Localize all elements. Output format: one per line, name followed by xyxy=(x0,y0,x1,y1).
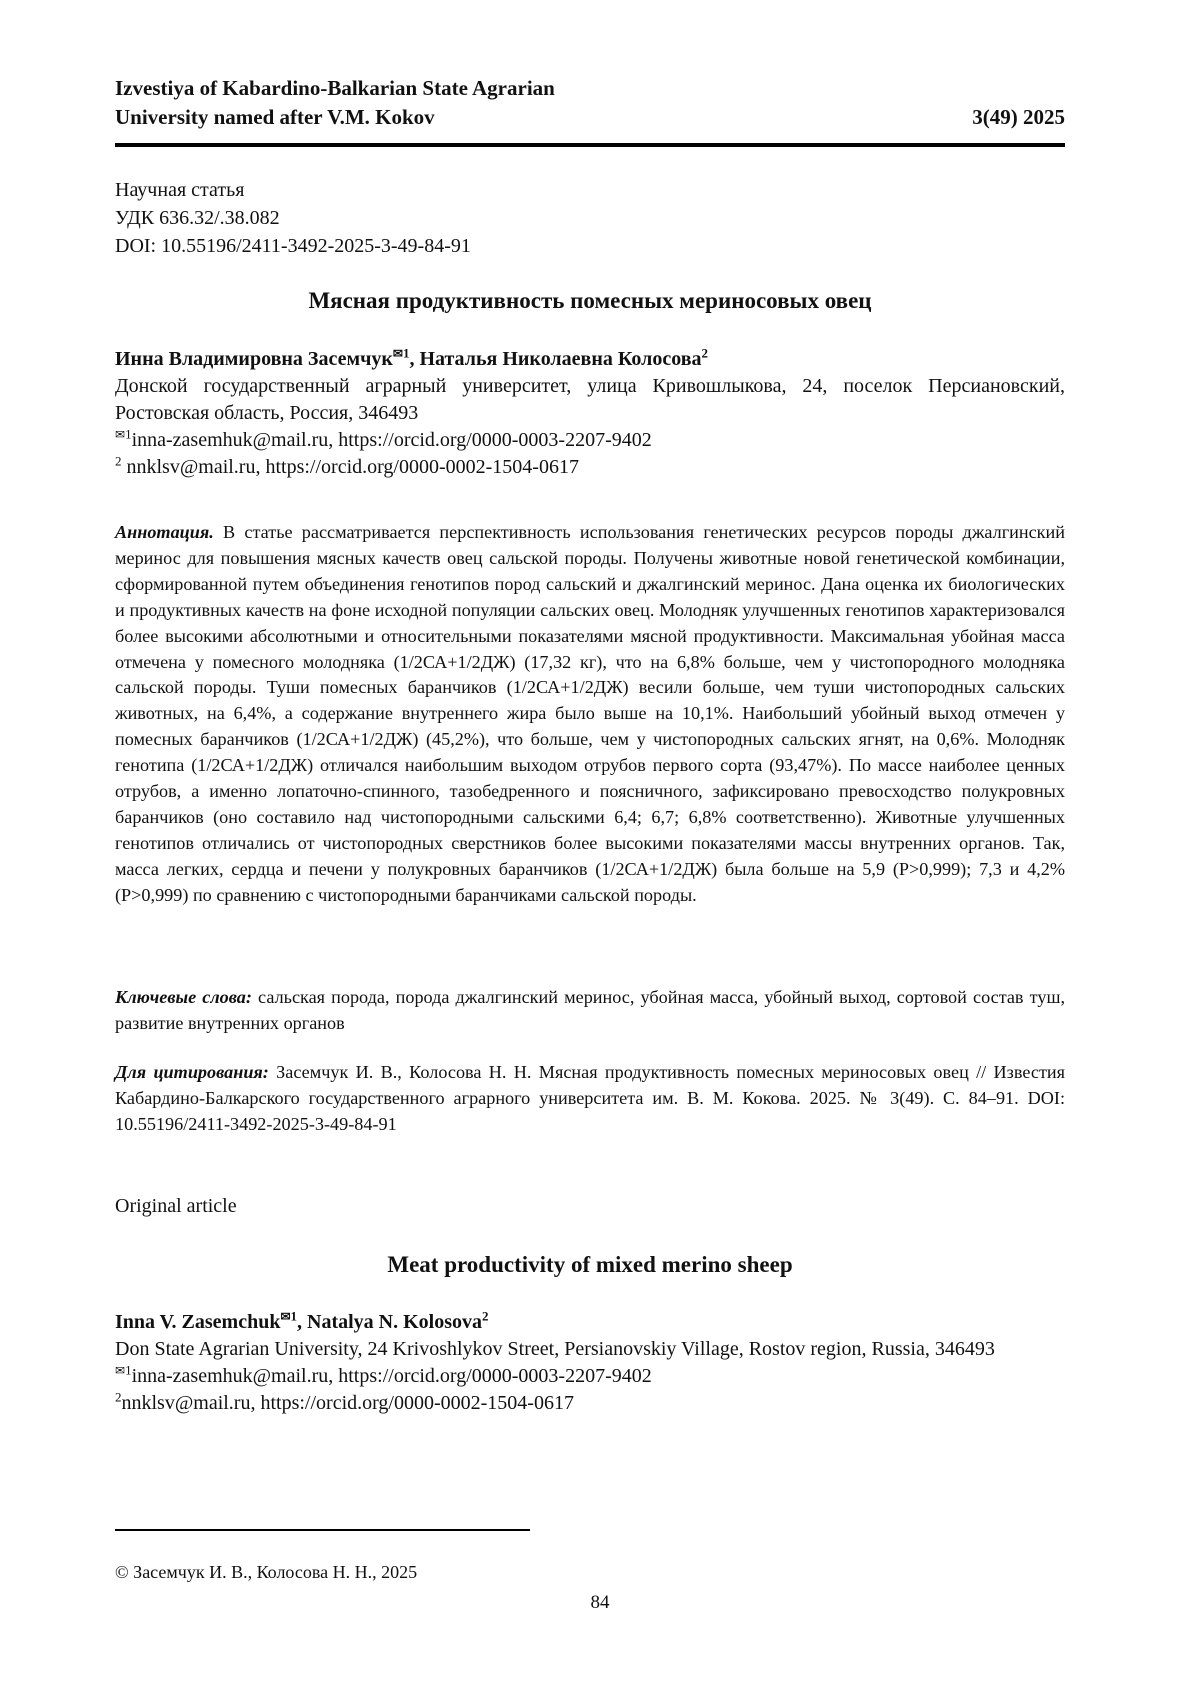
abstract-ru xyxy=(115,520,1065,909)
contact2-text-en: nnklsv@mail.ru, https://orcid.org/0000-0002-1504-0617 xyxy=(122,1392,574,1414)
article-meta xyxy=(115,176,471,260)
abstract-text: В статье рассматривается перспективность использования генетических ресурсов породы джалгинский меринос для повышения мясных качеств овец сальской породы. Получены животные новой генетической комбинации, сформированной путем объединения генотипов пород сальский и джалгинский меринос. Дана оценка их биологических и продуктивных качеств на фоне исходной популяции сальских овец. Молодняк улучшенных генотипов характеризовался более высокими абсолютными и относительными показателями мясной продуктивности. Максимальная убойная масса отмечена у помесного молодняка (1/2СА+1/2ДЖ) (17,32 кг), что на 6,8% больше, чем у чистопородного молодняка сальской породы. Туши помесных баранчиков (1/2СА+1/2ДЖ) весили больше, чем туши чистопородных сальских животных, на 6,4%, а содержание внутреннего жира было выше на 10,1%. Наибольший убойный выход отмечен у помесных баранчиков (1/2СА+1/2ДЖ) (45,2%), что больше, чем у чистопородных сальских ягнят, на 0,6%. Молодняк генотипа (1/2СА+1/2ДЖ) отличался наибольшим выходом отрубов первого сорта (93,47%). По массе наиболее ценных отрубов, а именно лопаточно-спинного, тазобедренного и поясничного, зафиксировано превосходство полукровных баранчиков (оно составило над чистопородными сальскими 6,4; 6,7; 6,8% соответственно). Животные улучшенных генотипов отличались от чистопородных сверстников более высокими показателями массы внутренних органов. Так, масса легких, сердца и печени у полукровных баранчиков (1/2СА+1/2ДЖ) была больше на 5,9 (P>0,999); 7,3 и 4,2% (P>0,999) по сравнению с чистопородными баранчиками сальской породы. xyxy=(115,522,1065,905)
citation-label: Для цитирования: xyxy=(115,1062,269,1082)
contact1-en xyxy=(115,1363,1065,1390)
citation-text: Засемчук И. В., Колосова Н. Н. Мясная продуктивность помесных мериносовых овец // Известия Кабардино-Балкарского государственного аграрного университета им. В. М. Кокова. 2025. № 3(49). С. 84–91. DOI: 10.55196/2411-3492-2025-3-49-84-91 xyxy=(115,1062,1065,1134)
keywords-ru xyxy=(115,985,1065,1037)
article-type: Научная статья xyxy=(115,176,471,204)
contact1-mark-en: 1 xyxy=(125,1362,132,1377)
contact1-text-ru: inna-zasemhuk@mail.ru, https://orcid.org/0000-0003-2207-9402 xyxy=(132,429,652,451)
envelope-icon: ✉ xyxy=(280,1309,290,1323)
author2-mark-ru: 2 xyxy=(702,345,709,360)
abstract-label: Аннотация. xyxy=(115,522,214,542)
issue-number: 3(49) 2025 xyxy=(972,103,1065,132)
keywords-label: Ключевые слова: xyxy=(115,987,252,1007)
contact2-mark-ru: 2 xyxy=(115,453,122,468)
envelope-icon: ✉ xyxy=(393,346,403,360)
contact2-ru xyxy=(115,454,1065,481)
article-title-ru: Мясная продуктивность помесных мериносовых овец xyxy=(115,288,1065,314)
envelope-icon: ✉ xyxy=(115,1363,125,1377)
contact1-ru xyxy=(115,427,1065,454)
authors-ru xyxy=(115,346,1065,481)
author1-ru: Инна Владимировна Засемчук xyxy=(115,348,393,370)
authors-en xyxy=(115,1309,1065,1417)
contact2-text-ru: nnklsv@mail.ru, https://orcid.org/0000-0002-1504-0617 xyxy=(122,456,579,478)
journal-name-line2: University named after V.M. Kokov xyxy=(115,103,435,132)
author1-en: Inna V. Zasemchuk xyxy=(115,1311,280,1333)
envelope-icon: ✉ xyxy=(115,427,125,441)
copyright-note: © Засемчук И. В., Колосова Н. Н., 2025 xyxy=(115,1562,417,1583)
author2-ru: , Наталья Николаевна Колосова xyxy=(409,348,701,370)
contact2-mark-en: 2 xyxy=(115,1389,122,1404)
doi: DOI: 10.55196/2411-3492-2025-3-49-84-91 xyxy=(115,232,471,260)
article-type-en: Original article xyxy=(115,1195,237,1218)
contact1-mark-ru: 1 xyxy=(125,426,132,441)
contact1-text-en: inna-zasemhuk@mail.ru, https://orcid.org/0000-0003-2207-9402 xyxy=(132,1365,652,1387)
footnote-rule xyxy=(115,1529,530,1531)
udc-code: УДК 636.32/.38.082 xyxy=(115,204,471,232)
author2-en: , Natalya N. Kolosova xyxy=(297,1311,482,1333)
header-rule xyxy=(115,143,1065,147)
affiliation-ru: Донской государственный аграрный университет, улица Кривошлыкова, 24, поселок Персиановский, Ростовская область, Россия, 346493 xyxy=(115,373,1065,427)
author-names-en xyxy=(115,1309,1065,1336)
page-number: 84 xyxy=(0,1592,1200,1614)
affiliation-en: Don State Agrarian University, 24 Krivoshlykov Street, Persianovskiy Village, Rostov region, Russia, 346493 xyxy=(115,1336,1065,1363)
author1-mark-en: 1 xyxy=(291,1308,298,1323)
citation-ru xyxy=(115,1060,1065,1138)
author-names-ru xyxy=(115,346,1065,373)
keywords-text: сальская порода, порода джалгинский меринос, убойная масса, убойный выход, сортовой состав туш, развитие внутренних органов xyxy=(115,987,1065,1033)
running-header xyxy=(115,74,1065,132)
article-title-en: Meat productivity of mixed merino sheep xyxy=(115,1252,1065,1278)
author2-mark-en: 2 xyxy=(482,1308,489,1323)
contact2-en xyxy=(115,1390,1065,1417)
author1-mark-ru: 1 xyxy=(403,345,410,360)
journal-name-line1: Izvestiya of Kabardino-Balkarian State Agrarian xyxy=(115,74,1065,103)
